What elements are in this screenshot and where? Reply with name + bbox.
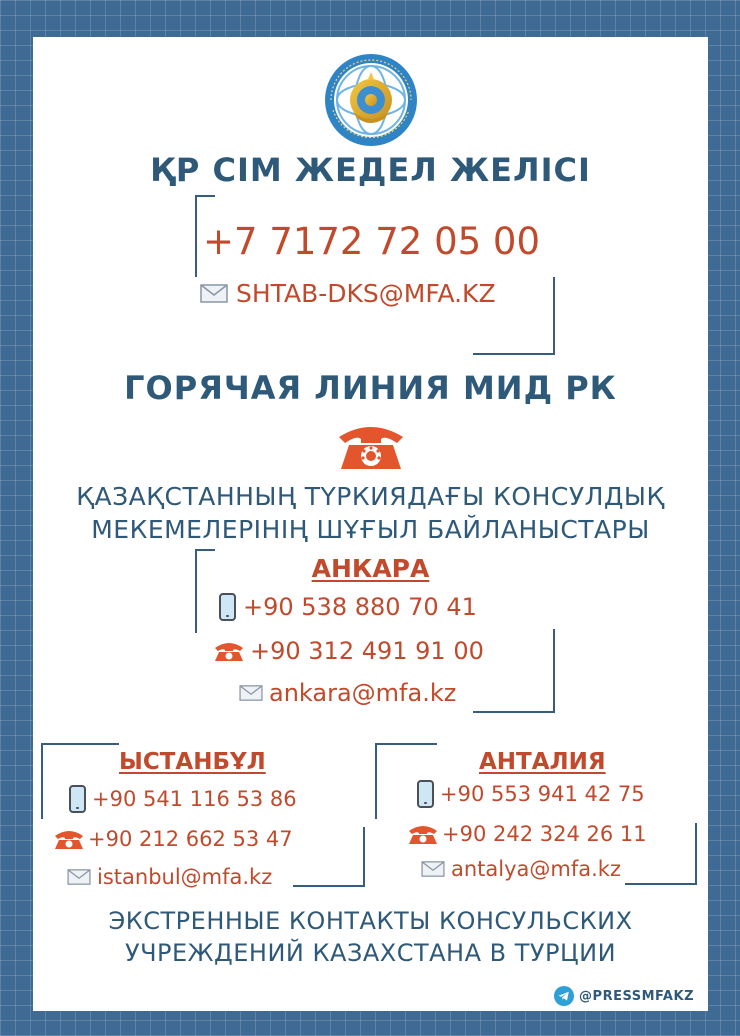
subtitle-kz-line-2: МЕКЕМЕЛЕРІНІҢ ШҰҒЫЛ БАЙЛАНЫСТАРЫ (91, 515, 650, 544)
rotary-telephone-icon (335, 419, 407, 471)
istanbul-landline[interactable]: +90 212 662 53 47 (88, 827, 293, 851)
mobile-phone-icon (219, 593, 236, 621)
ankara-landline[interactable]: +90 312 491 91 00 (250, 637, 484, 665)
telephone-icon (407, 823, 439, 845)
ankara-city-title: АНКАРА (311, 554, 430, 583)
bracket-decoration (293, 827, 365, 887)
telephone-icon (53, 828, 85, 850)
ankara-email[interactable]: ankara@mfa.kz (269, 679, 457, 707)
poster-card (33, 37, 708, 1011)
antalya-landline-row[interactable] (407, 822, 647, 846)
ankara-landline-row[interactable] (213, 637, 484, 665)
istanbul-mobile[interactable]: +90 541 116 53 86 (92, 787, 297, 811)
antalya-email-row[interactable] (421, 857, 621, 881)
envelope-icon (239, 685, 263, 701)
istanbul-landline-row[interactable] (53, 827, 293, 851)
bracket-decoration (473, 629, 555, 713)
telegram-handle-text[interactable]: @PRESSMFAKZ (579, 988, 694, 1004)
istanbul-email-row[interactable] (67, 865, 272, 889)
istanbul-email[interactable]: istanbul@mfa.kz (97, 865, 273, 889)
antalya-city-title: АНТАЛИЯ (479, 749, 606, 775)
hotline-ru-title: ГОРЯЧАЯ ЛИНИЯ МИД РК (124, 369, 617, 407)
mfa-emblem-logo (323, 52, 419, 148)
telegram-handle[interactable] (554, 986, 694, 1006)
subtitle-kz-line-1: ҚАЗАҚСТАННЫҢ ТҮРКИЯДАҒЫ КОНСУЛДЫҚ (76, 482, 665, 511)
telegram-icon (554, 986, 574, 1006)
hotline-kz-phone[interactable]: +7 7172 72 05 00 (203, 220, 540, 263)
envelope-icon (200, 284, 228, 303)
hotline-kz-email-row[interactable] (200, 279, 496, 308)
envelope-icon (67, 869, 91, 885)
antalya-email[interactable]: antalya@mfa.kz (451, 857, 621, 881)
footer-ru-line-1: ЭКСТРЕННЫЕ КОНТАКТЫ КОНСУЛЬСКИХ (108, 907, 633, 935)
ankara-mobile[interactable]: +90 538 880 70 41 (243, 593, 477, 621)
istanbul-mobile-row[interactable] (69, 785, 297, 813)
footer-ru-line-2: УЧРЕЖДЕНИЙ КАЗАХСТАНА В ТУРЦИИ (124, 939, 617, 967)
envelope-icon (421, 861, 445, 877)
telephone-icon (213, 640, 245, 662)
mobile-phone-icon (69, 785, 86, 813)
ankara-email-row[interactable] (239, 679, 456, 707)
mobile-phone-icon (417, 780, 434, 808)
istanbul-city-title: ЫСТАНБҰЛ (119, 749, 266, 775)
ankara-mobile-row[interactable] (219, 593, 477, 621)
hotline-kz-email[interactable]: SHTAB-DKS@MFA.KZ (236, 279, 496, 308)
antalya-mobile-row[interactable] (417, 780, 645, 808)
antalya-mobile[interactable]: +90 553 941 42 75 (440, 782, 645, 806)
hotline-kz-title: ҚР СІМ ЖЕДЕЛ ЖЕЛІСІ (150, 151, 591, 189)
antalya-landline[interactable]: +90 242 324 26 11 (442, 822, 647, 846)
